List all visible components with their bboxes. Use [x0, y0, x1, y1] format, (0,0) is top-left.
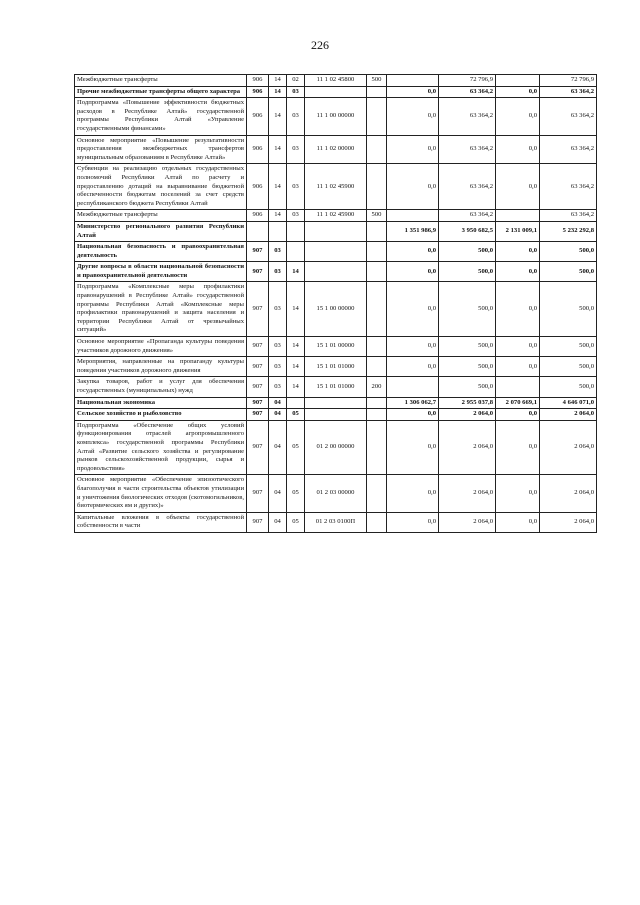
cell-section: [269, 221, 287, 241]
cell-expense-type: 200: [367, 377, 387, 397]
cell-amount-3: 0,0: [496, 98, 540, 135]
cell-name: Подпрограмма «Комплексные меры профилактики правонарушений в Республике Алтай» государственной программы Республики Алтай «Комплексные меры профилактики правонарушений и защита населения и территории Республики Алтай от чрезвычайных ситуаций»: [75, 282, 247, 337]
cell-name: Сельское хозяйство и рыболовство: [75, 409, 247, 421]
cell-amount-3: [496, 377, 540, 397]
cell-grbs: 907: [247, 242, 269, 262]
cell-target-article: 01 2 03 0100П: [305, 512, 367, 532]
table-row: [75, 282, 597, 337]
cell-amount-total: 63 364,2: [540, 164, 597, 210]
cell-subsection: 14: [287, 357, 305, 377]
cell-name: Межбюджетные трансферты: [75, 75, 247, 87]
cell-subsection: [287, 242, 305, 262]
cell-amount-3: 0,0: [496, 242, 540, 262]
cell-name: Подпрограмма «Повышение эффективности бюджетных расходов в Республике Алтай» государственной программы Республики Алтай «Управление государственными финансами»: [75, 98, 247, 135]
cell-subsection: 14: [287, 262, 305, 282]
cell-section: 04: [269, 512, 287, 532]
cell-grbs: 907: [247, 282, 269, 337]
cell-amount-total: 63 364,2: [540, 135, 597, 164]
cell-target-article: 01 2 00 00000: [305, 420, 367, 475]
cell-target-article: 15 1 01 00000: [305, 337, 367, 357]
page-number: 226: [311, 38, 329, 52]
table-row: [75, 409, 597, 421]
cell-amount-3: 2 070 669,1: [496, 397, 540, 409]
table-row: [75, 377, 597, 397]
cell-section: 03: [269, 242, 287, 262]
cell-amount-1: 0,0: [387, 512, 439, 532]
cell-amount-2: 500,0: [439, 377, 496, 397]
cell-amount-1: [387, 377, 439, 397]
cell-target-article: 01 2 03 00000: [305, 475, 367, 512]
cell-amount-total: 500,0: [540, 337, 597, 357]
cell-amount-2: 63 364,2: [439, 86, 496, 98]
cell-target-article: [305, 262, 367, 282]
cell-name: Прочие межбюджетные трансферты общего характера: [75, 86, 247, 98]
table-row: [75, 242, 597, 262]
cell-amount-3: 0,0: [496, 409, 540, 421]
cell-subsection: 03: [287, 164, 305, 210]
table-row: [75, 512, 597, 532]
cell-grbs: 907: [247, 357, 269, 377]
cell-target-article: [305, 409, 367, 421]
cell-subsection: 05: [287, 420, 305, 475]
cell-amount-2: 500,0: [439, 262, 496, 282]
cell-amount-2: 63 364,2: [439, 98, 496, 135]
cell-amount-2: 3 950 682,5: [439, 221, 496, 241]
cell-name: Подпрограмма «Обеспечение общих условий функционирования отраслей агропромышленного комплекса» государственной программы Республики Алтай «Развитие сельского хозяйства и регулирование рынков сельскохозяйственной продукции, сырья и продовольствия»: [75, 420, 247, 475]
cell-target-article: 11 1 02 45900: [305, 164, 367, 210]
cell-section: 14: [269, 135, 287, 164]
cell-amount-1: [387, 210, 439, 222]
cell-amount-3: 0,0: [496, 420, 540, 475]
cell-amount-3: [496, 210, 540, 222]
cell-grbs: 907: [247, 397, 269, 409]
cell-target-article: 15 1 01 01000: [305, 357, 367, 377]
table-row: [75, 397, 597, 409]
cell-grbs: 906: [247, 210, 269, 222]
cell-section: 03: [269, 282, 287, 337]
cell-amount-total: 500,0: [540, 242, 597, 262]
cell-name: Капитальные вложения в объекты государственной собственности в части: [75, 512, 247, 532]
cell-amount-total: 5 232 292,8: [540, 221, 597, 241]
cell-amount-total: 63 364,2: [540, 98, 597, 135]
cell-name: Субвенции на реализацию отдельных государственных полномочий Республики Алтай по расчету и предоставлению дотаций на выравнивание бюджетной обеспеченности бюджетам поселений за счет средств республиканского бюджета Республики Алтай: [75, 164, 247, 210]
cell-grbs: 906: [247, 135, 269, 164]
cell-amount-3: 0,0: [496, 164, 540, 210]
cell-grbs: 906: [247, 98, 269, 135]
cell-amount-total: 2 064,0: [540, 420, 597, 475]
cell-target-article: [305, 86, 367, 98]
cell-expense-type: [367, 357, 387, 377]
cell-subsection: 03: [287, 210, 305, 222]
table-row: [75, 221, 597, 241]
cell-name: Национальная экономика: [75, 397, 247, 409]
cell-amount-2: 500,0: [439, 242, 496, 262]
cell-expense-type: [367, 242, 387, 262]
cell-expense-type: [367, 397, 387, 409]
cell-amount-2: 2 955 037,8: [439, 397, 496, 409]
cell-section: 14: [269, 210, 287, 222]
cell-amount-total: 2 064,0: [540, 512, 597, 532]
cell-grbs: 906: [247, 75, 269, 87]
cell-amount-3: 0,0: [496, 337, 540, 357]
cell-subsection: 14: [287, 377, 305, 397]
cell-amount-total: 63 364,2: [540, 86, 597, 98]
cell-amount-1: 1 351 986,9: [387, 221, 439, 241]
cell-grbs: 907: [247, 337, 269, 357]
cell-section: 04: [269, 420, 287, 475]
cell-amount-2: 2 064,0: [439, 512, 496, 532]
cell-expense-type: [367, 282, 387, 337]
cell-grbs: 907: [247, 420, 269, 475]
cell-amount-total: 2 064,0: [540, 475, 597, 512]
cell-expense-type: [367, 512, 387, 532]
cell-amount-1: 0,0: [387, 262, 439, 282]
cell-grbs: 906: [247, 86, 269, 98]
cell-subsection: 05: [287, 512, 305, 532]
cell-amount-total: 63 364,2: [540, 210, 597, 222]
cell-grbs: 907: [247, 262, 269, 282]
cell-expense-type: [367, 420, 387, 475]
cell-subsection: 05: [287, 409, 305, 421]
cell-expense-type: [367, 262, 387, 282]
table-row: [75, 135, 597, 164]
cell-amount-2: 2 064,0: [439, 409, 496, 421]
cell-target-article: [305, 221, 367, 241]
cell-amount-2: 500,0: [439, 357, 496, 377]
cell-target-article: 11 1 02 45800: [305, 75, 367, 87]
cell-grbs: 907: [247, 475, 269, 512]
cell-section: 04: [269, 409, 287, 421]
table-row: [75, 98, 597, 135]
cell-section: 03: [269, 377, 287, 397]
cell-target-article: 15 1 01 01000: [305, 377, 367, 397]
table-row: [75, 475, 597, 512]
cell-target-article: [305, 242, 367, 262]
cell-subsection: 14: [287, 337, 305, 357]
cell-amount-1: 0,0: [387, 475, 439, 512]
cell-amount-2: 72 796,9: [439, 75, 496, 87]
cell-name: Основное мероприятие «Повышение результативности предоставления межбюджетных трансфертов муниципальным образованиям в Республике Алтай»: [75, 135, 247, 164]
cell-amount-1: 1 306 062,7: [387, 397, 439, 409]
cell-expense-type: [367, 475, 387, 512]
cell-amount-3: [496, 75, 540, 87]
cell-expense-type: [367, 135, 387, 164]
table-row: [75, 210, 597, 222]
cell-section: 04: [269, 475, 287, 512]
cell-grbs: 907: [247, 512, 269, 532]
cell-amount-1: 0,0: [387, 242, 439, 262]
table-row: [75, 337, 597, 357]
cell-amount-1: 0,0: [387, 164, 439, 210]
cell-amount-2: 63 364,2: [439, 210, 496, 222]
cell-amount-total: 2 064,0: [540, 409, 597, 421]
cell-subsection: 03: [287, 135, 305, 164]
cell-target-article: 11 1 02 00000: [305, 135, 367, 164]
cell-name: Основное мероприятие «Пропаганда культуры поведения участников дорожного движения»: [75, 337, 247, 357]
cell-expense-type: [367, 86, 387, 98]
cell-amount-3: 0,0: [496, 475, 540, 512]
cell-expense-type: [367, 337, 387, 357]
cell-target-article: 11 1 00 00000: [305, 98, 367, 135]
cell-amount-2: 500,0: [439, 337, 496, 357]
cell-amount-2: 2 064,0: [439, 420, 496, 475]
cell-target-article: 15 1 00 00000: [305, 282, 367, 337]
cell-amount-1: 0,0: [387, 409, 439, 421]
cell-amount-1: 0,0: [387, 86, 439, 98]
cell-grbs: [247, 221, 269, 241]
cell-expense-type: [367, 409, 387, 421]
cell-expense-type: 500: [367, 210, 387, 222]
cell-amount-1: 0,0: [387, 282, 439, 337]
cell-grbs: 906: [247, 164, 269, 210]
cell-subsection: [287, 397, 305, 409]
cell-amount-2: 500,0: [439, 282, 496, 337]
table-row: [75, 86, 597, 98]
cell-name: Основное мероприятие «Обеспечение эпизоотического благополучия в части строительства объектов утилизации и уничтожения биологических отходов (скотомогильников, биотермических ям и других)»: [75, 475, 247, 512]
cell-amount-total: 500,0: [540, 262, 597, 282]
cell-subsection: 03: [287, 86, 305, 98]
cell-subsection: 05: [287, 475, 305, 512]
cell-amount-1: 0,0: [387, 357, 439, 377]
cell-section: 14: [269, 98, 287, 135]
cell-subsection: 02: [287, 75, 305, 87]
cell-amount-total: 500,0: [540, 282, 597, 337]
cell-subsection: [287, 221, 305, 241]
cell-subsection: 14: [287, 282, 305, 337]
cell-amount-2: 63 364,2: [439, 164, 496, 210]
table-row: [75, 420, 597, 475]
cell-amount-3: 0,0: [496, 357, 540, 377]
cell-amount-total: 4 646 071,0: [540, 397, 597, 409]
cell-amount-total: 500,0: [540, 357, 597, 377]
table-row: [75, 262, 597, 282]
cell-amount-total: 500,0: [540, 377, 597, 397]
cell-section: 03: [269, 357, 287, 377]
cell-amount-2: 2 064,0: [439, 475, 496, 512]
cell-amount-1: [387, 75, 439, 87]
cell-amount-3: 0,0: [496, 512, 540, 532]
cell-section: 14: [269, 164, 287, 210]
cell-name: Министерство регионального развития Республики Алтай: [75, 221, 247, 241]
cell-expense-type: [367, 98, 387, 135]
cell-amount-3: 0,0: [496, 282, 540, 337]
cell-name: Национальная безопасность и правоохранительная деятельность: [75, 242, 247, 262]
table-row: [75, 357, 597, 377]
cell-amount-3: 0,0: [496, 86, 540, 98]
cell-amount-total: 72 796,9: [540, 75, 597, 87]
cell-expense-type: [367, 164, 387, 210]
cell-amount-1: 0,0: [387, 337, 439, 357]
cell-amount-3: 0,0: [496, 262, 540, 282]
cell-amount-1: 0,0: [387, 135, 439, 164]
cell-amount-2: 63 364,2: [439, 135, 496, 164]
table-row: [75, 75, 597, 87]
cell-section: 03: [269, 262, 287, 282]
cell-section: 04: [269, 397, 287, 409]
cell-name: Межбюджетные трансферты: [75, 210, 247, 222]
budget-table: [74, 74, 597, 533]
cell-subsection: 03: [287, 98, 305, 135]
cell-grbs: 907: [247, 377, 269, 397]
cell-amount-1: 0,0: [387, 420, 439, 475]
cell-name: Другие вопросы в области национальной безопасности и правоохранительной деятельности: [75, 262, 247, 282]
cell-section: 14: [269, 86, 287, 98]
table-row: [75, 164, 597, 210]
cell-expense-type: 500: [367, 75, 387, 87]
cell-amount-1: 0,0: [387, 98, 439, 135]
cell-target-article: 11 1 02 45900: [305, 210, 367, 222]
cell-name: Закупка товаров, работ и услуг для обеспечения государственных (муниципальных) нужд: [75, 377, 247, 397]
cell-section: 03: [269, 337, 287, 357]
cell-target-article: [305, 397, 367, 409]
cell-section: 14: [269, 75, 287, 87]
cell-expense-type: [367, 221, 387, 241]
cell-grbs: 907: [247, 409, 269, 421]
cell-amount-3: 2 131 009,1: [496, 221, 540, 241]
cell-amount-3: 0,0: [496, 135, 540, 164]
cell-name: Мероприятия, направленные на пропаганду культуры поведения участников дорожного движения: [75, 357, 247, 377]
